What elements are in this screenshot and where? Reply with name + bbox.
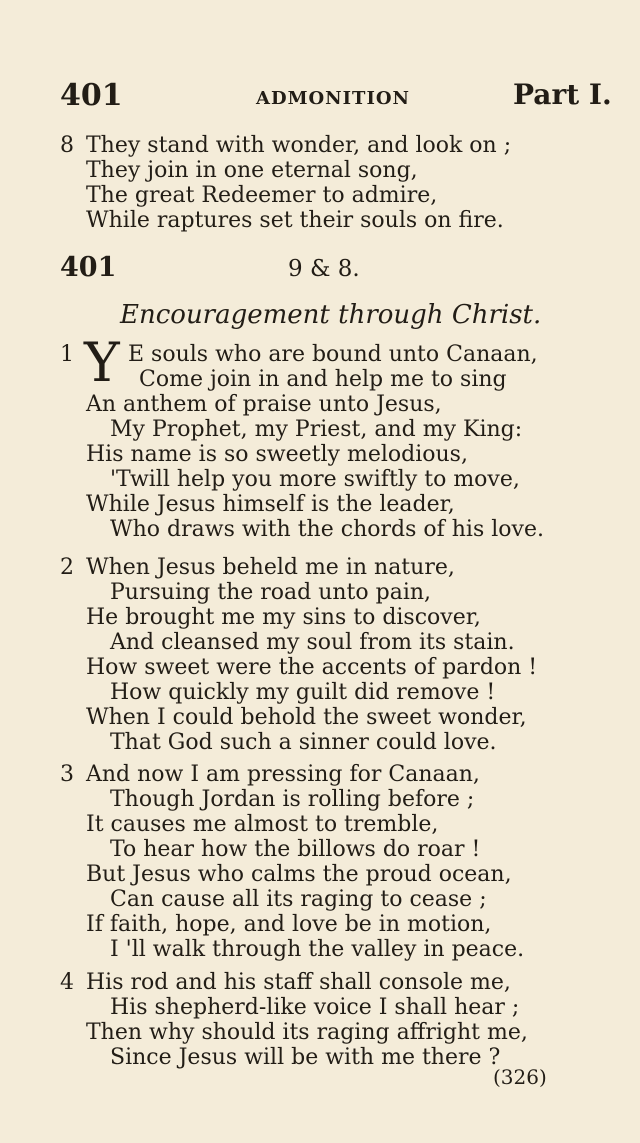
page-number: (326) (493, 1065, 547, 1089)
verse-line: They stand with wonder, and look on ; (86, 133, 512, 158)
stanza-number: 3 (60, 762, 74, 787)
drop-cap: Y (84, 331, 120, 394)
verse-line: Can cause all its raging to cease ; (110, 887, 487, 912)
stanza-number: 4 (60, 970, 74, 995)
verse-line: His rod and his staff shall console me, (86, 970, 511, 995)
hymn-number: 401 (60, 252, 117, 283)
header-part: Part I. (513, 78, 612, 111)
header-section-title: ADMONITION (256, 88, 410, 109)
verse-line: I 'll walk through the valley in peace. (110, 937, 525, 962)
verse-line: And cleansed my soul from its stain. (110, 630, 515, 655)
verse-line: How sweet were the accents of pardon ! (86, 655, 538, 680)
verse-line: But Jesus who calms the proud ocean, (86, 862, 512, 887)
verse-line: When Jesus beheld me in nature, (86, 555, 455, 580)
verse-line: My Prophet, my Priest, and my King: (110, 417, 523, 442)
stanza-number: 2 (60, 555, 74, 580)
verse-line: That God such a sinner could love. (110, 730, 497, 755)
verse-line: His shepherd-like voice I shall hear ; (110, 995, 520, 1020)
verse-line: Come join in and help me to sing (139, 367, 507, 392)
verse-line: And now I am pressing for Canaan, (86, 762, 480, 787)
verse-line: The great Redeemer to admire, (86, 183, 438, 208)
verse-line: If faith, hope, and love be in motion, (86, 912, 492, 937)
verse-line: E souls who are bound unto Canaan, (128, 342, 538, 367)
verse-line: When I could behold the sweet wonder, (86, 705, 527, 730)
verse-line: Since Jesus will be with me there ? (110, 1045, 501, 1070)
verse-line: Though Jordan is rolling before ; (110, 787, 475, 812)
hymn-meter: 9 & 8. (288, 256, 360, 282)
verse-line: To hear how the billows do roar ! (110, 837, 481, 862)
verse-line: An anthem of praise unto Jesus, (86, 392, 442, 417)
verse-line: Pursuing the road unto pain, (110, 580, 432, 605)
verse-line: While Jesus himself is the leader, (86, 492, 455, 517)
verse-line: While raptures set their souls on fire. (86, 208, 504, 233)
verse-line: His name is so sweetly melodious, (86, 442, 468, 467)
stanza-number: 1 (60, 342, 74, 367)
hymn-title: Encouragement through Christ. (120, 300, 542, 330)
verse-line: Then why should its raging affright me, (86, 1020, 528, 1045)
verse-line: How quickly my guilt did remove ! (110, 680, 496, 705)
verse-line: He brought me my sins to discover, (86, 605, 481, 630)
verse-line: Who draws with the chords of his love. (110, 517, 544, 542)
verse-line: It causes me almost to tremble, (86, 812, 439, 837)
header-hymn-number: 401 (60, 78, 123, 113)
verse-line: 'Twill help you more swiftly to move, (110, 467, 520, 492)
verse-line: They join in one eternal song, (86, 158, 418, 183)
stanza-number: 8 (60, 133, 74, 158)
